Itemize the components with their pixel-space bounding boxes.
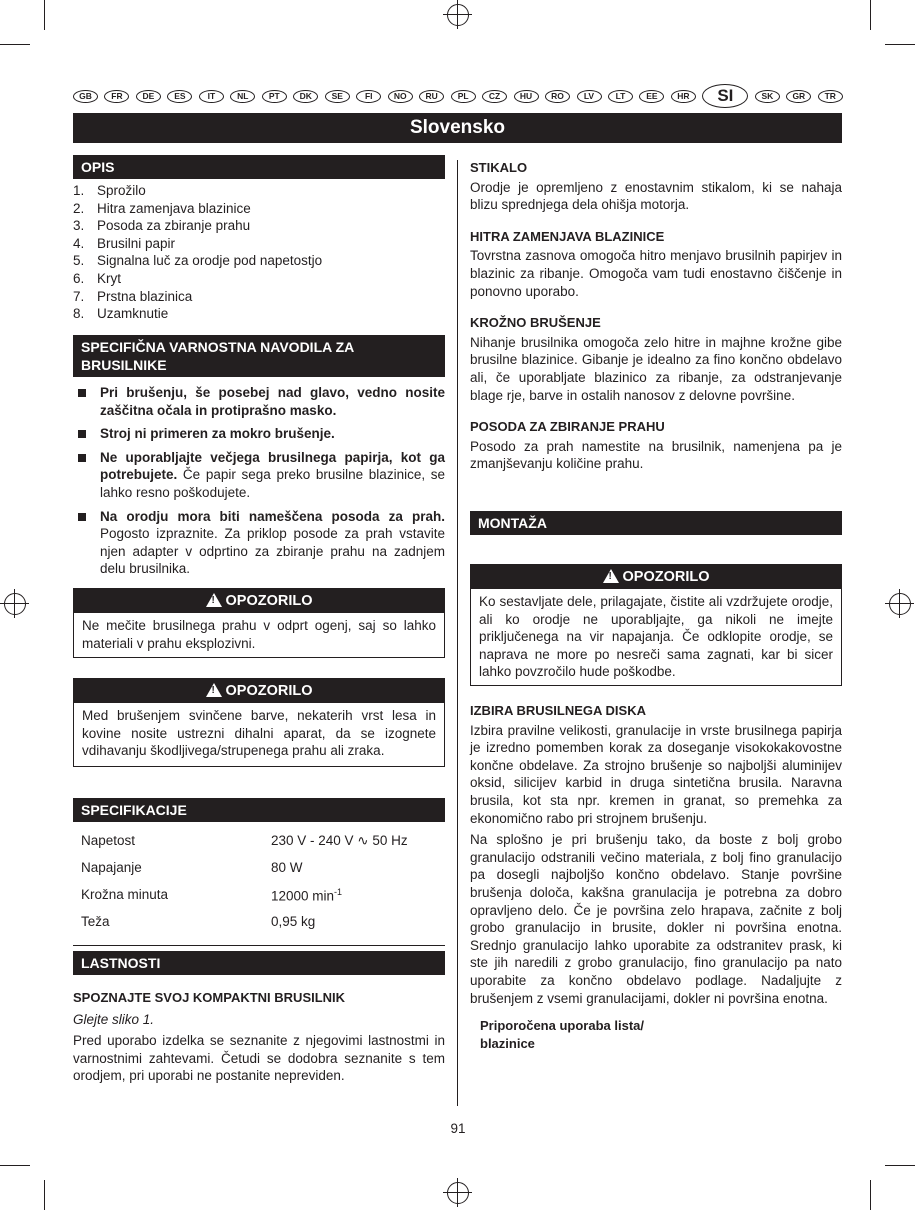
crop-mark bbox=[885, 1165, 915, 1166]
crop-mark bbox=[885, 44, 915, 45]
subheading: SPOZNAJTE SVOJ KOMPAKTNI BRUSILNIK bbox=[73, 990, 346, 1005]
language-badge-de[interactable]: DE bbox=[136, 90, 161, 103]
section-heading: LASTNOSTI bbox=[73, 951, 445, 975]
subheading: IZBIRA BRUSILNEGA DISKA bbox=[470, 703, 646, 718]
paragraph: Izbira pravilne velikosti, granulacije in vrste brusilnega papirja je izredno pomemben korak za doseganje visokokakovostne končne obdelave. Za strojno brušenje so najboljši aluminijev oksid, silicijev karbid in druga sintetična brusila. Naravna brusila, kot sta npr. kremen in granat, so premehka za ekonomično rabo pri strojnem brušenju. bbox=[470, 722, 842, 826]
list-item bbox=[73, 305, 445, 323]
crop-mark bbox=[870, 1180, 871, 1210]
warning-title: OPOZORILO bbox=[225, 593, 313, 609]
safety-bullet bbox=[73, 425, 445, 443]
item-number: 2. bbox=[73, 200, 85, 216]
item-number: 3. bbox=[73, 218, 85, 234]
bullet-bold: Stroj ni primeren za mokro brušenje. bbox=[100, 426, 335, 442]
language-badge-lv[interactable]: LV bbox=[577, 90, 602, 103]
list-item bbox=[73, 217, 445, 235]
spec-label: Teža bbox=[81, 913, 110, 929]
spec-value bbox=[271, 859, 303, 877]
item-label: Kryt bbox=[97, 270, 122, 286]
safety-bullet bbox=[73, 508, 445, 578]
features-section bbox=[73, 951, 445, 1085]
spec-value bbox=[271, 884, 342, 905]
language-badge-fr[interactable]: FR bbox=[104, 90, 129, 103]
language-badge-si[interactable]: SI bbox=[702, 84, 748, 108]
item-number: 4. bbox=[73, 235, 85, 251]
izbira-section bbox=[470, 702, 842, 1052]
subheading: KROŽNO BRUŠENJE bbox=[470, 315, 601, 331]
language-badge-gb[interactable]: GB bbox=[73, 90, 98, 103]
bullet-square-icon bbox=[78, 454, 86, 462]
language-badge-fi[interactable]: FI bbox=[356, 90, 381, 103]
paragraph: Posodo za prah namestite na brusilnik, namenjena pa je zmanjševanju količine prahu. bbox=[470, 438, 842, 472]
language-badge-lt[interactable]: LT bbox=[608, 90, 633, 103]
registration-mark-bottom bbox=[447, 1182, 469, 1204]
spec-value bbox=[271, 913, 315, 931]
spec-value-text: 230 V - 240 V ∿ 50 Hz bbox=[271, 832, 408, 848]
warning-text: Med brušenjem svinčene barve, nekaterih vrst lesa in kovine nosite ustrezni dihalni aparat, da se izognete vdihavanju škodljivega/strupenega prahu ali zraka. bbox=[82, 708, 436, 759]
item-label: Posoda za zbiranje prahu bbox=[97, 218, 251, 234]
bullet-text bbox=[100, 449, 445, 502]
bullet-square-icon bbox=[78, 513, 86, 521]
crop-mark bbox=[44, 1180, 45, 1210]
list-item bbox=[73, 200, 445, 218]
page-title: Slovensko bbox=[73, 113, 842, 143]
safety-bullet bbox=[73, 384, 445, 419]
bullet-text bbox=[100, 425, 445, 443]
paragraph: Na splošno je pri brušenju tako, da boste z bolj grobo granulacijo odstranili večino materiala, z bolj fino granulacijo pa dosegli najboljšo končno obdelavo. Stanje površine brušenja določa, kakšna granulacija je potrebna za dobro opravljeno delo. Če je površina zelo hrapava, začnite z bolj grobo granulacijo in brusite, dokler ni površina enotna. Srednjo granulacijo lahko uporabite za odstranitev prask, ki ste jih naredili z grobo granulacijo, fino granulacijo pa nato uporabite za končno obdelavo podlage. Nadaljujte z brušenjem z vsemi granulacijami, dokler ni površina enotna. bbox=[470, 832, 842, 1006]
paragraph: Tovrstna zasnova omogoča hitro menjavo brusilnih papirjev in blazinic za ribanje. Omogoča vam tudi enostavno čiščenje in ponovno uporabo. bbox=[470, 248, 842, 299]
list-item bbox=[73, 252, 445, 270]
paragraph: Nihanje brusilnika omogoča zelo hitre in majhne krožne gibe brusilne blazinice. Gibanje je idealno za fino končno obdelavo ali, če uporabljate blazinico za ribanje, za odstranjevanje blage rje, barve in ostalih nanosov z delovne površine. bbox=[470, 334, 842, 403]
list-item bbox=[73, 235, 445, 253]
crop-mark bbox=[44, 0, 45, 30]
section-heading: OPIS bbox=[73, 155, 445, 179]
section-heading: SPECIFIKACIJE bbox=[73, 798, 445, 822]
spec-label: Napetost bbox=[81, 832, 136, 848]
bullet-bold: Pri brušenju, še posebej nad glavo, vedno nosite zaščitna očala in protiprašno masko. bbox=[100, 385, 445, 418]
subheading: POSODA ZA ZBIRANJE PRAHU bbox=[470, 419, 665, 435]
section-heading: SPECIFIČNA VARNOSTNA NAVODILA ZA BRUSILNIKE bbox=[73, 335, 445, 377]
spec-value-text: 80 W bbox=[271, 859, 303, 875]
item-label: Hitra zamenjava blazinice bbox=[97, 200, 251, 216]
item-number: 1. bbox=[73, 183, 85, 198]
language-badge-pl[interactable]: PL bbox=[451, 90, 476, 103]
paragraph: Orodje je opremljeno z enostavnim stikalom, ki se nahaja blizu sprednjega dela ohišja motorja. bbox=[470, 179, 842, 213]
language-badge-es[interactable]: ES bbox=[167, 90, 192, 103]
table-heading: Priporočena uporaba lista/ blazinice bbox=[480, 1018, 644, 1051]
bullet-body: Če papir sega preko brusilne blazinice, se lahko resno poškodujete. bbox=[100, 467, 445, 500]
safety-section bbox=[73, 335, 445, 584]
spec-row bbox=[73, 854, 445, 881]
language-badge-pt[interactable]: PT bbox=[262, 90, 287, 103]
warning-icon bbox=[603, 569, 619, 583]
right-column bbox=[470, 159, 842, 473]
bullet-bold: Ne uporabljajte večjega brusilnega papirja, kot ga potrebujete. bbox=[100, 449, 445, 483]
language-badge-cz[interactable]: CZ bbox=[482, 90, 507, 103]
subheading: STIKALO bbox=[470, 160, 528, 175]
item-label: Brusilni papir bbox=[97, 235, 176, 251]
page-number: 91 bbox=[450, 1121, 466, 1136]
spec-label: Krožna minuta bbox=[81, 886, 169, 902]
language-badge-nl[interactable]: NL bbox=[230, 90, 255, 103]
item-number: 6. bbox=[73, 270, 85, 286]
language-badge-se[interactable]: SE bbox=[325, 90, 350, 103]
item-number: 5. bbox=[73, 253, 85, 269]
warning-title: OPOZORILO bbox=[225, 683, 313, 699]
language-badge-sk[interactable]: SK bbox=[755, 90, 780, 103]
spec-value bbox=[271, 832, 408, 850]
registration-mark-top bbox=[447, 4, 469, 26]
warning-icon bbox=[206, 593, 222, 607]
item-label: Signalna luč za orodje pod napetostjo bbox=[97, 253, 323, 269]
language-badge-ro[interactable]: RO bbox=[545, 90, 570, 103]
opis-section bbox=[73, 155, 445, 323]
item-number: 8. bbox=[73, 306, 85, 322]
column-divider bbox=[457, 160, 458, 1106]
warning-text: Ko sestavljate dele, prilagajate, čistite ali vzdržujete orodje, ali ko orodje ne uporabljajte, ga nikoli ne imejte priključenega na vir napajanja. Če odklopite orodje, se naprava ne more po nesreči sama zagnati, kar bi sicer lahko povzročilo hude poškodbe. bbox=[479, 594, 833, 680]
warning-box bbox=[73, 678, 445, 767]
spec-value-text: 0,95 kg bbox=[271, 913, 316, 929]
montaza-section bbox=[470, 511, 842, 535]
spec-row bbox=[73, 827, 445, 854]
crop-mark bbox=[0, 1165, 30, 1166]
section-heading: MONTAŽA bbox=[470, 511, 842, 535]
bullet-bold: Na orodju mora biti nameščena posoda za prah. bbox=[100, 508, 445, 524]
registration-mark-left bbox=[4, 593, 26, 615]
registration-mark-right bbox=[889, 593, 911, 615]
language-selector bbox=[73, 84, 843, 108]
language-badge-hr[interactable]: HR bbox=[671, 90, 696, 103]
language-badge-hu[interactable]: HU bbox=[514, 90, 539, 103]
item-label: Sprožilo bbox=[97, 183, 146, 198]
language-badge-ru[interactable]: RU bbox=[419, 90, 444, 103]
warning-title: OPOZORILO bbox=[622, 569, 710, 585]
crop-mark bbox=[870, 0, 871, 30]
item-number: 7. bbox=[73, 288, 85, 304]
warning-box bbox=[73, 588, 445, 658]
language-badge-gr[interactable]: GR bbox=[786, 90, 811, 103]
spec-label: Napajanje bbox=[81, 859, 142, 875]
bullet-square-icon bbox=[78, 389, 86, 397]
language-badge-ee[interactable]: EE bbox=[639, 90, 664, 103]
spec-superscript: -1 bbox=[334, 886, 343, 897]
language-badge-tr[interactable]: TR bbox=[818, 90, 843, 103]
list-item bbox=[73, 182, 445, 200]
warning-icon bbox=[206, 683, 222, 697]
item-label: Uzamknutie bbox=[97, 306, 169, 322]
item-label: Prstna blazinica bbox=[97, 288, 193, 304]
warning-box bbox=[470, 564, 842, 686]
figure-reference: Glejte sliko 1. bbox=[73, 1011, 155, 1027]
warning-text: Ne mečite brusilnega prahu v odprt ogenj, saj so lahko materiali v prahu eksplozivni. bbox=[82, 618, 436, 651]
bullet-text bbox=[100, 508, 445, 578]
list-item bbox=[73, 270, 445, 288]
safety-bullet bbox=[73, 449, 445, 502]
language-badge-no[interactable]: NO bbox=[388, 90, 413, 103]
language-badge-it[interactable]: IT bbox=[199, 90, 224, 103]
language-badge-dk[interactable]: DK bbox=[293, 90, 318, 103]
crop-mark bbox=[0, 44, 30, 45]
bullet-body: Pogosto izpraznite. Za priklop posode za prah vstavite njen adapter v odprtino za zbiranje prahu na zadnjem delu brusilnika. bbox=[100, 526, 445, 577]
spec-row bbox=[73, 881, 445, 908]
parts-list bbox=[73, 182, 445, 323]
spec-row bbox=[73, 908, 445, 935]
paragraph: Pred uporabo izdelka se seznanite z njegovimi lastnostmi in varnostnimi zahtevami. Četudi se dodobra seznanite s tem orodjem, pri uporabi ne postanite nepreviden. bbox=[73, 1033, 445, 1084]
list-item bbox=[73, 288, 445, 306]
bullet-square-icon bbox=[78, 430, 86, 438]
specs-section bbox=[73, 798, 445, 946]
subheading: HITRA ZAMENJAVA BLAZINICE bbox=[470, 228, 665, 244]
bullet-text bbox=[100, 384, 445, 419]
spec-value-text: 12000 min bbox=[271, 888, 335, 904]
